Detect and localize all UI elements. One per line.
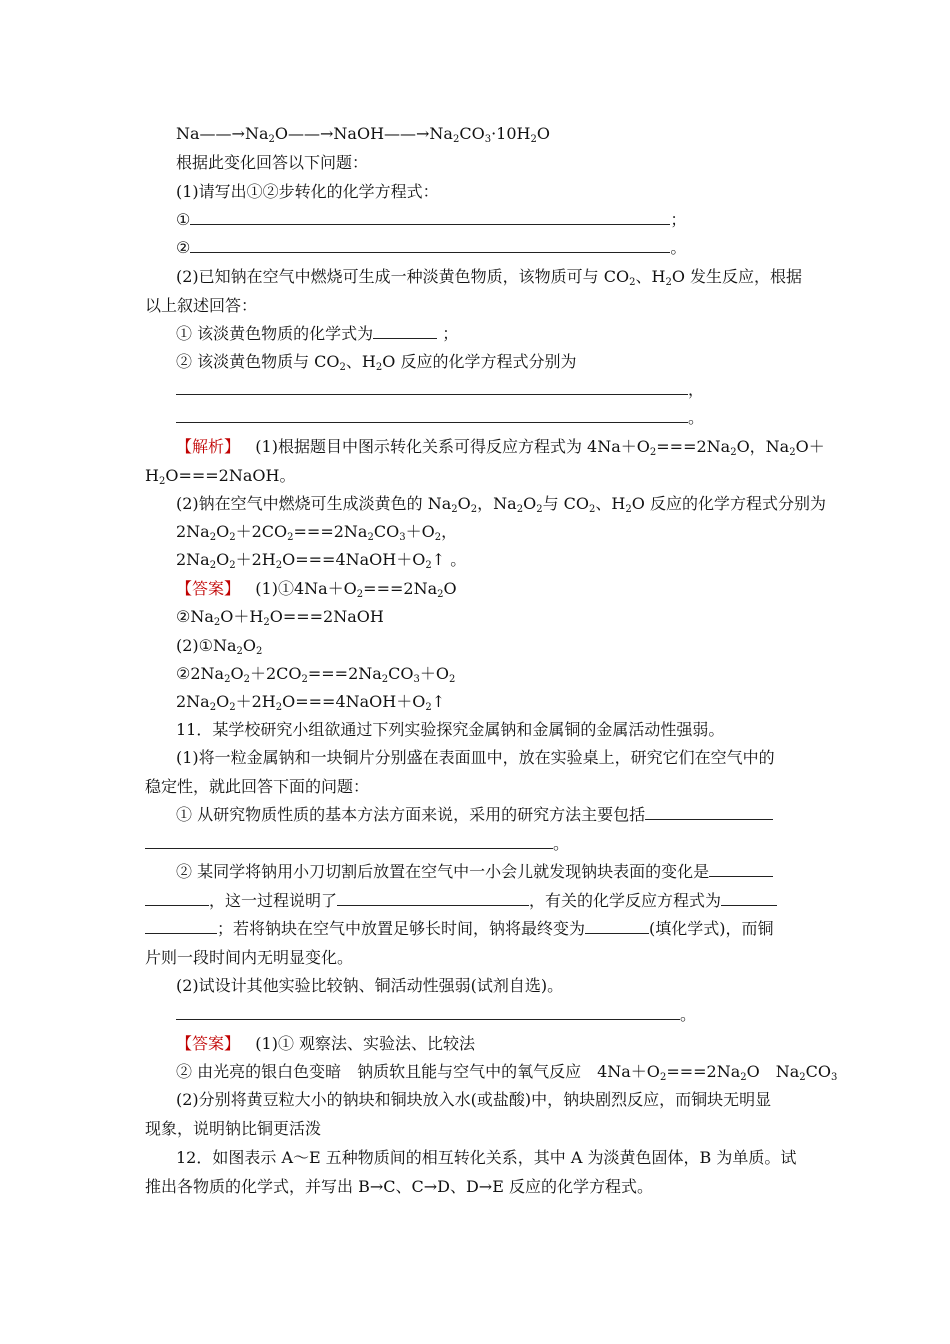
q10-part2-line2: 以上叙述回答： bbox=[145, 296, 258, 315]
sub: 2 bbox=[236, 646, 243, 657]
chain-na2o: Na bbox=[244, 124, 269, 143]
q11-part2: (2)试设计其他实验比较钠、铜活动性强弱(试剂自选)。 bbox=[176, 976, 564, 995]
q10-sub2 bbox=[176, 352, 576, 372]
sub: 2 bbox=[243, 674, 250, 685]
chain-o2: O bbox=[536, 124, 550, 143]
text: 2Na bbox=[176, 550, 210, 569]
text: O===4NaOH＋O bbox=[282, 692, 426, 711]
answer10-line5 bbox=[176, 692, 445, 712]
text: ① 该淡黄色物质的化学式为 bbox=[176, 324, 374, 343]
analysis-label: 【解析】 bbox=[176, 437, 241, 456]
text: O 反应的化学方程式分别为 bbox=[631, 494, 826, 513]
q12-line1: 12．如图表示 A～E 五种物质间的相互转化关系，其中 A 为淡黄色固体，B 为单质。试 bbox=[176, 1148, 797, 1167]
sub: 2 bbox=[229, 532, 236, 543]
text: ① 从研究物质性质的基本方法方面来说，采用的研究方法主要包括 bbox=[176, 805, 646, 824]
answer-blank[interactable] bbox=[645, 805, 773, 820]
text: O bbox=[242, 636, 257, 655]
text: (2)已知钠在空气中燃烧可生成一种淡黄色物质，该物质可与 CO bbox=[176, 267, 630, 286]
q10-blank-1 bbox=[176, 210, 686, 230]
text: ＋2H bbox=[235, 692, 276, 711]
answer-label: 【答案】 bbox=[176, 1034, 241, 1053]
q10-intro: 根据此变化回答以下问题： bbox=[176, 153, 369, 172]
answer10-line4 bbox=[176, 664, 455, 684]
q11-part1-line1: (1)将一粒金属钠和一块铜片分别盛在表面皿中，放在实验桌上，研究它们在空气中的 bbox=[176, 748, 775, 767]
sub: 3 bbox=[413, 674, 420, 685]
text: H bbox=[145, 466, 159, 485]
text: (1)根据题目中图示转化关系可得反应方程式为 4Na＋O bbox=[255, 437, 650, 456]
text: O===4NaOH＋O bbox=[282, 550, 426, 569]
answer11-line2 bbox=[176, 1062, 837, 1082]
q10-blank-4 bbox=[176, 408, 704, 428]
sub: 2 bbox=[536, 504, 543, 515]
sub: 2 bbox=[158, 476, 166, 487]
text: O 发生反应，根据 bbox=[671, 267, 803, 286]
sub: 2 bbox=[665, 277, 672, 288]
arrow-2: ——→ bbox=[288, 124, 334, 143]
sub: 3 bbox=[831, 1072, 838, 1083]
q11-sub2-line1 bbox=[176, 862, 773, 882]
q12-line2: 推出各物质的化学式，并写出 B→C、C→D、D→E 反应的化学方程式。 bbox=[145, 1177, 653, 1196]
sub: 2 bbox=[649, 447, 657, 458]
answer11-line1 bbox=[176, 1034, 475, 1054]
sub: 2 bbox=[268, 134, 275, 145]
q11-sub2-line3 bbox=[145, 919, 774, 939]
sub: 2 bbox=[224, 674, 231, 685]
text: O bbox=[216, 550, 230, 569]
answer10-line2 bbox=[176, 607, 384, 627]
sub: 2 bbox=[434, 532, 442, 543]
text: ②2Na bbox=[176, 664, 225, 683]
q10-sub1 bbox=[176, 324, 458, 344]
text: O＋H bbox=[220, 607, 264, 626]
text: O，Na bbox=[736, 437, 790, 456]
punct: ； bbox=[670, 210, 687, 229]
answer-blank[interactable] bbox=[585, 919, 649, 934]
sub: 2 bbox=[381, 674, 389, 685]
sub: 2 bbox=[256, 646, 263, 657]
conversion-chain bbox=[176, 124, 550, 144]
q11-sub2-line4: 片则一段时间内无明显变化。 bbox=[145, 948, 354, 967]
text: (1)① 观察法、实验法、比较法 bbox=[255, 1034, 476, 1053]
text: O bbox=[216, 522, 230, 541]
text: 、H bbox=[595, 494, 626, 513]
text: ＋O bbox=[405, 522, 435, 541]
text: CO bbox=[805, 1062, 832, 1081]
chain-co: CO bbox=[459, 124, 485, 143]
punct: 。 bbox=[670, 238, 687, 257]
analysis-line4 bbox=[176, 522, 457, 542]
q11-sub2-line2 bbox=[145, 891, 777, 911]
q10-blank-2 bbox=[176, 238, 686, 258]
text: ＋2CO bbox=[235, 522, 288, 541]
sub: 3 bbox=[399, 532, 406, 543]
sub: 2 bbox=[530, 134, 537, 145]
sub: 2 bbox=[229, 702, 236, 713]
sub: 2 bbox=[625, 504, 632, 515]
text: ===2Na bbox=[307, 664, 382, 683]
sub: 2 bbox=[229, 560, 236, 571]
answer-blank[interactable] bbox=[190, 238, 670, 253]
chain-naoh: NaOH bbox=[333, 124, 385, 143]
sub: 2 bbox=[629, 277, 636, 288]
text: ；若将钠块在空气中放置足够长时间，钠将最终变为 bbox=[217, 919, 586, 938]
sub: 2 bbox=[452, 134, 460, 145]
text: O===2NaOH。 bbox=[165, 466, 296, 485]
sub: 2 bbox=[209, 702, 217, 713]
chain-hydrate: ·10H bbox=[491, 124, 531, 143]
answer-blank[interactable] bbox=[176, 1005, 680, 1020]
sub: 2 bbox=[425, 702, 432, 713]
sub: 2 bbox=[425, 560, 432, 571]
sub: 2 bbox=[449, 674, 456, 685]
chain-o: O bbox=[274, 124, 288, 143]
answer-blank[interactable] bbox=[190, 210, 670, 225]
text: ===2Na bbox=[293, 522, 368, 541]
answer-blank[interactable] bbox=[373, 324, 437, 339]
text: ＋2H bbox=[235, 550, 276, 569]
chain-na: Na bbox=[176, 124, 200, 143]
text: CO bbox=[373, 522, 400, 541]
text: ， bbox=[441, 522, 458, 541]
q10-part1: (1)请写出①②步转化的化学方程式： bbox=[176, 182, 439, 201]
text: (1)①4Na＋O bbox=[255, 579, 357, 598]
sub: 3 bbox=[484, 134, 492, 145]
answer-blank[interactable] bbox=[145, 919, 217, 934]
circle-1: ① bbox=[176, 210, 191, 229]
answer-blank[interactable] bbox=[145, 834, 553, 849]
sub: 2 bbox=[367, 532, 374, 543]
answer10-line1 bbox=[176, 579, 457, 599]
sub: 2 bbox=[799, 1072, 806, 1083]
sub: 2 bbox=[301, 674, 308, 685]
sub: 2 bbox=[213, 617, 221, 628]
text: ② 某同学将钠用小刀切割后放置在空气中一小会儿就发现钠块表面的变化是 bbox=[176, 862, 710, 881]
answer-label: 【答案】 bbox=[176, 579, 241, 598]
answer11-line3: (2)分别将黄豆粒大小的钠块和铜块放入水(或盐酸)中，钠块剧烈反应，而铜块无明显 bbox=[176, 1090, 772, 1109]
text: O bbox=[443, 579, 457, 598]
text: O===2NaOH bbox=[269, 607, 384, 626]
sub: 2 bbox=[589, 504, 596, 515]
sub: 2 bbox=[209, 560, 217, 571]
analysis-line2 bbox=[145, 466, 295, 486]
text: CO bbox=[388, 664, 414, 683]
text: 2Na bbox=[176, 522, 210, 541]
text: ===2Na bbox=[666, 1062, 741, 1081]
arrow-3: ——→ bbox=[384, 124, 430, 143]
answer-blank[interactable] bbox=[176, 380, 688, 395]
sub: 2 bbox=[275, 560, 283, 571]
text: ===2Na bbox=[363, 579, 438, 598]
q11-part1-line2: 稳定性，就此回答下面的问题： bbox=[145, 777, 370, 796]
punct: 。 bbox=[688, 408, 705, 427]
answer11-line4: 现象，说明钠比铜更活泼 bbox=[145, 1119, 322, 1138]
text: 、H bbox=[345, 352, 376, 371]
text: ↑ 。 bbox=[431, 550, 467, 569]
sub: 2 bbox=[740, 1072, 747, 1083]
sub: 2 bbox=[659, 1072, 667, 1083]
text: ===2Na bbox=[656, 437, 731, 456]
sub: 2 bbox=[789, 447, 796, 458]
answer-blank[interactable] bbox=[145, 891, 209, 906]
q11-sub1-cont bbox=[145, 834, 569, 854]
q10-blank-3 bbox=[176, 380, 704, 400]
punct: 。 bbox=[680, 1005, 697, 1024]
text: O 反应的化学方程式分别为 bbox=[382, 352, 577, 371]
text: ＋2CO bbox=[249, 664, 302, 683]
analysis-line5 bbox=[176, 550, 466, 570]
sub: 2 bbox=[375, 362, 383, 373]
text: 2Na bbox=[176, 692, 210, 711]
text: ② 由光亮的银白色变暗 钠质软且能与空气中的氧气反应 4Na＋O bbox=[176, 1062, 660, 1081]
text: ↑ bbox=[431, 692, 446, 711]
q11-title: 11．某学校研究小组欲通过下列实验探究金属钠和金属铜的金属活动性强弱。 bbox=[176, 720, 725, 739]
analysis-line1 bbox=[176, 437, 825, 457]
analysis-line3 bbox=[176, 494, 826, 514]
sub: 2 bbox=[275, 702, 283, 713]
punct: ； bbox=[442, 324, 459, 343]
sub: 2 bbox=[470, 504, 478, 515]
sub: 2 bbox=[730, 447, 737, 458]
text: O bbox=[523, 494, 537, 513]
text: O Na bbox=[746, 1062, 800, 1081]
answer10-line3 bbox=[176, 636, 262, 656]
text: 与 CO bbox=[542, 494, 590, 513]
text: ＋O bbox=[419, 664, 450, 683]
sub: 2 bbox=[339, 362, 346, 373]
text: (2)①Na bbox=[176, 636, 237, 655]
punct: ， bbox=[688, 380, 705, 399]
q11-sub1 bbox=[176, 805, 773, 825]
chain-na2co3: Na bbox=[429, 124, 453, 143]
text: O bbox=[216, 692, 230, 711]
text: O bbox=[457, 494, 471, 513]
text: ，有关的化学反应方程式为 bbox=[529, 891, 722, 910]
q11-part2-blank bbox=[176, 1005, 696, 1025]
answer-blank[interactable] bbox=[176, 408, 688, 423]
sub: 2 bbox=[209, 532, 217, 543]
text: ② 该淡黄色物质与 CO bbox=[176, 352, 340, 371]
answer-blank[interactable] bbox=[709, 862, 773, 877]
text: O bbox=[230, 664, 244, 683]
sub: 2 bbox=[437, 589, 444, 600]
text: ②Na bbox=[176, 607, 214, 626]
sub: 2 bbox=[287, 532, 294, 543]
answer-blank[interactable] bbox=[337, 891, 529, 906]
text: 、H bbox=[635, 267, 666, 286]
circle-2: ② bbox=[176, 238, 191, 257]
text: (2)钠在空气中燃烧可生成淡黄色的 Na bbox=[176, 494, 452, 513]
q10-part2-line1 bbox=[176, 267, 802, 287]
sub: 2 bbox=[263, 617, 270, 628]
text: ，这一过程说明了 bbox=[209, 891, 338, 910]
text: ，Na bbox=[477, 494, 517, 513]
answer-blank[interactable] bbox=[721, 891, 777, 906]
punct: 。 bbox=[553, 834, 570, 853]
sub: 2 bbox=[516, 504, 524, 515]
text: (填化学式)，而铜 bbox=[649, 919, 774, 938]
sub: 2 bbox=[356, 589, 364, 600]
text: O＋ bbox=[795, 437, 825, 456]
arrow-1: ——→ bbox=[199, 124, 245, 143]
sub: 2 bbox=[451, 504, 458, 515]
